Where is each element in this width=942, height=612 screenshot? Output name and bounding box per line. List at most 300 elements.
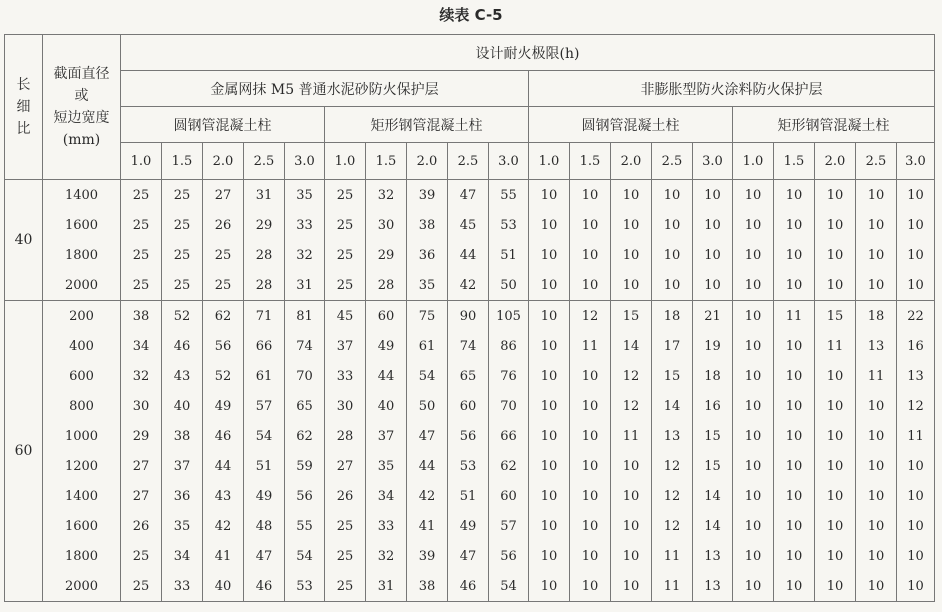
value-cell: 34 [121,331,162,361]
value-cell: 17 [652,331,693,361]
value-cell: 14 [693,481,733,511]
header-hour: 2.0 [815,143,856,180]
value-cell: 10 [529,210,570,240]
value-cell: 61 [244,361,285,391]
value-cell: 12 [570,301,611,332]
value-cell: 33 [162,571,203,602]
value-cell: 10 [897,210,935,240]
value-cell: 30 [325,391,366,421]
value-cell: 22 [897,301,935,332]
value-cell: 25 [162,240,203,270]
value-cell: 10 [652,180,693,211]
value-cell: 49 [244,481,285,511]
value-cell: 56 [285,481,325,511]
value-cell: 26 [203,210,244,240]
value-cell: 10 [693,210,733,240]
value-cell: 12 [652,451,693,481]
value-cell: 10 [529,481,570,511]
value-cell: 10 [733,391,774,421]
value-cell: 10 [693,180,733,211]
table-row [5,301,935,332]
value-cell: 10 [856,481,897,511]
value-cell: 10 [529,511,570,541]
value-cell: 15 [611,301,652,332]
size-cell: 1200 [43,451,121,481]
value-cell: 12 [652,481,693,511]
header-hour: 1.0 [733,143,774,180]
value-cell: 25 [203,270,244,301]
value-cell: 33 [366,511,407,541]
value-cell: 41 [407,511,448,541]
value-cell: 10 [815,270,856,301]
value-cell: 40 [162,391,203,421]
value-cell: 45 [448,210,489,240]
header-dimension [43,35,121,180]
value-cell: 10 [733,511,774,541]
value-cell: 35 [407,270,448,301]
value-cell: 46 [203,421,244,451]
value-cell: 11 [774,301,815,332]
value-cell: 38 [407,571,448,602]
table-row [5,210,935,240]
value-cell: 27 [121,451,162,481]
value-cell: 54 [407,361,448,391]
value-cell: 71 [244,301,285,332]
value-cell: 42 [448,270,489,301]
value-cell: 54 [489,571,529,602]
value-cell: 51 [448,481,489,511]
header-column-type: 圆钢管混凝土柱 [121,107,325,143]
size-cell: 1800 [43,541,121,571]
value-cell: 21 [693,301,733,332]
size-cell: 1800 [43,240,121,270]
header-hour: 3.0 [897,143,935,180]
value-cell: 74 [285,331,325,361]
value-cell: 49 [366,331,407,361]
size-cell: 1600 [43,511,121,541]
value-cell: 10 [570,541,611,571]
value-cell: 10 [774,481,815,511]
value-cell: 10 [611,270,652,301]
value-cell: 10 [611,481,652,511]
value-cell: 13 [856,331,897,361]
value-cell: 29 [121,421,162,451]
value-cell: 10 [652,210,693,240]
size-cell: 1400 [43,180,121,211]
value-cell: 42 [203,511,244,541]
header-hour: 2.5 [448,143,489,180]
value-cell: 10 [529,270,570,301]
header-hour: 1.5 [774,143,815,180]
value-cell: 10 [570,240,611,270]
value-cell: 10 [529,331,570,361]
value-cell: 25 [203,240,244,270]
value-cell: 37 [325,331,366,361]
value-cell: 10 [774,391,815,421]
value-cell: 10 [774,240,815,270]
value-cell: 16 [693,391,733,421]
value-cell: 66 [244,331,285,361]
value-cell: 14 [611,331,652,361]
value-cell: 11 [570,331,611,361]
header-protection-mortar: 金属网抹 M5 普通水泥砂防火保护层 [121,71,529,107]
value-cell: 25 [325,571,366,602]
header-hour: 2.5 [244,143,285,180]
value-cell: 32 [121,361,162,391]
value-cell: 47 [448,180,489,211]
value-cell: 49 [203,391,244,421]
value-cell: 28 [244,270,285,301]
slenderness-value: 60 [5,301,43,602]
value-cell: 25 [121,270,162,301]
slenderness-value: 40 [5,180,43,301]
value-cell: 36 [407,240,448,270]
value-cell: 46 [448,571,489,602]
value-cell: 10 [611,451,652,481]
value-cell: 10 [815,391,856,421]
value-cell: 10 [529,301,570,332]
value-cell: 56 [489,541,529,571]
header-column-type: 矩形钢管混凝土柱 [733,107,935,143]
header-hour: 2.5 [856,143,897,180]
value-cell: 62 [203,301,244,332]
value-cell: 18 [856,301,897,332]
value-cell: 10 [856,180,897,211]
dimension-line-2: 或 [74,88,89,104]
value-cell: 54 [244,421,285,451]
table-row [5,240,935,270]
value-cell: 75 [407,301,448,332]
value-cell: 10 [815,361,856,391]
value-cell: 61 [407,331,448,361]
value-cell: 10 [611,240,652,270]
value-cell: 86 [489,331,529,361]
value-cell: 28 [244,240,285,270]
value-cell: 18 [652,301,693,332]
value-cell: 49 [448,511,489,541]
value-cell: 10 [856,541,897,571]
value-cell: 10 [611,511,652,541]
value-cell: 18 [693,361,733,391]
value-cell: 10 [815,571,856,602]
value-cell: 11 [611,421,652,451]
header-protection-coating: 非膨胀型防火涂料防火保护层 [529,71,935,107]
size-cell: 1400 [43,481,121,511]
value-cell: 65 [448,361,489,391]
value-cell: 47 [448,541,489,571]
value-cell: 37 [162,451,203,481]
value-cell: 30 [121,391,162,421]
header-hour: 2.0 [203,143,244,180]
value-cell: 55 [489,180,529,211]
value-cell: 81 [285,301,325,332]
header-hour: 1.5 [366,143,407,180]
value-cell: 51 [244,451,285,481]
value-cell: 47 [407,421,448,451]
value-cell: 10 [774,421,815,451]
value-cell: 10 [611,571,652,602]
value-cell: 14 [652,391,693,421]
header-slenderness [5,35,43,180]
table-row [5,511,935,541]
value-cell: 10 [774,511,815,541]
value-cell: 10 [529,391,570,421]
value-cell: 14 [693,511,733,541]
value-cell: 10 [570,270,611,301]
value-cell: 15 [693,451,733,481]
value-cell: 10 [529,240,570,270]
value-cell: 10 [529,361,570,391]
value-cell: 10 [570,361,611,391]
value-cell: 25 [162,180,203,211]
value-cell: 44 [407,451,448,481]
value-cell: 10 [733,180,774,211]
size-cell: 1600 [43,210,121,240]
value-cell: 10 [815,451,856,481]
value-cell: 10 [897,451,935,481]
header-hour: 1.5 [162,143,203,180]
value-cell: 56 [448,421,489,451]
value-cell: 10 [856,240,897,270]
table-row [5,421,935,451]
value-cell: 25 [325,240,366,270]
value-cell: 10 [897,240,935,270]
value-cell: 10 [570,481,611,511]
value-cell: 11 [652,571,693,602]
value-cell: 56 [203,331,244,361]
value-cell: 10 [856,571,897,602]
value-cell: 40 [203,571,244,602]
value-cell: 62 [489,451,529,481]
value-cell: 10 [856,421,897,451]
value-cell: 34 [366,481,407,511]
value-cell: 10 [693,240,733,270]
value-cell: 29 [366,240,407,270]
header-hour: 1.5 [570,143,611,180]
value-cell: 10 [897,571,935,602]
value-cell: 10 [733,421,774,451]
table-row [5,541,935,571]
dimension-line-3: 短边宽度 [53,110,110,126]
value-cell: 10 [774,180,815,211]
value-cell: 34 [162,541,203,571]
value-cell: 48 [244,511,285,541]
value-cell: 25 [162,210,203,240]
value-cell: 31 [244,180,285,211]
value-cell: 37 [366,421,407,451]
value-cell: 25 [325,270,366,301]
value-cell: 59 [285,451,325,481]
value-cell: 10 [652,240,693,270]
value-cell: 33 [285,210,325,240]
value-cell: 32 [366,180,407,211]
value-cell: 19 [693,331,733,361]
value-cell: 57 [489,511,529,541]
value-cell: 10 [774,571,815,602]
value-cell: 25 [325,180,366,211]
value-cell: 54 [285,541,325,571]
table-row [5,481,935,511]
value-cell: 52 [162,301,203,332]
value-cell: 25 [325,210,366,240]
value-cell: 10 [570,451,611,481]
value-cell: 30 [366,210,407,240]
table-row [5,571,935,602]
value-cell: 10 [774,541,815,571]
value-cell: 10 [733,210,774,240]
value-cell: 31 [366,571,407,602]
header-hour: 1.0 [529,143,570,180]
value-cell: 10 [815,511,856,541]
value-cell: 25 [162,270,203,301]
value-cell: 16 [897,331,935,361]
value-cell: 53 [285,571,325,602]
value-cell: 65 [285,391,325,421]
value-cell: 35 [285,180,325,211]
value-cell: 15 [815,301,856,332]
table-row [5,331,935,361]
value-cell: 38 [407,210,448,240]
value-cell: 44 [203,451,244,481]
value-cell: 32 [366,541,407,571]
size-cell: 2000 [43,270,121,301]
value-cell: 27 [325,451,366,481]
value-cell: 15 [652,361,693,391]
table-row [5,361,935,391]
value-cell: 26 [325,481,366,511]
value-cell: 62 [285,421,325,451]
value-cell: 10 [733,481,774,511]
size-cell: 600 [43,361,121,391]
value-cell: 12 [611,391,652,421]
value-cell: 10 [856,391,897,421]
value-cell: 57 [244,391,285,421]
value-cell: 10 [897,541,935,571]
value-cell: 10 [570,210,611,240]
value-cell: 42 [407,481,448,511]
value-cell: 35 [366,451,407,481]
value-cell: 10 [570,421,611,451]
value-cell: 10 [529,421,570,451]
value-cell: 11 [897,421,935,451]
value-cell: 70 [489,391,529,421]
value-cell: 10 [774,210,815,240]
value-cell: 50 [407,391,448,421]
value-cell: 10 [733,451,774,481]
header-column-type: 圆钢管混凝土柱 [529,107,733,143]
value-cell: 10 [897,180,935,211]
value-cell: 10 [529,451,570,481]
value-cell: 10 [733,270,774,301]
value-cell: 10 [815,481,856,511]
value-cell: 53 [448,451,489,481]
fire-protection-table [4,34,935,602]
value-cell: 11 [815,331,856,361]
value-cell: 38 [162,421,203,451]
value-cell: 52 [203,361,244,391]
value-cell: 25 [121,180,162,211]
value-cell: 28 [325,421,366,451]
value-cell: 10 [733,571,774,602]
table-title: 续表 C-5 [439,6,503,24]
value-cell: 13 [652,421,693,451]
value-cell: 10 [733,331,774,361]
value-cell: 10 [856,451,897,481]
value-cell: 13 [897,361,935,391]
header-hour: 3.0 [489,143,529,180]
value-cell: 12 [652,511,693,541]
value-cell: 50 [489,270,529,301]
value-cell: 76 [489,361,529,391]
value-cell: 45 [325,301,366,332]
value-cell: 38 [121,301,162,332]
value-cell: 10 [570,571,611,602]
value-cell: 10 [815,210,856,240]
table-row [5,391,935,421]
value-cell: 25 [121,210,162,240]
value-cell: 10 [693,270,733,301]
value-cell: 10 [897,270,935,301]
value-cell: 10 [733,361,774,391]
value-cell: 10 [856,210,897,240]
size-cell: 800 [43,391,121,421]
value-cell: 12 [611,361,652,391]
value-cell: 25 [325,541,366,571]
value-cell: 40 [366,391,407,421]
value-cell: 10 [856,270,897,301]
value-cell: 10 [733,541,774,571]
header-hour: 2.0 [407,143,448,180]
header-column-type: 矩形钢管混凝土柱 [325,107,529,143]
value-cell: 10 [611,180,652,211]
value-cell: 10 [529,571,570,602]
value-cell: 25 [121,240,162,270]
value-cell: 31 [285,270,325,301]
value-cell: 25 [121,571,162,602]
value-cell: 35 [162,511,203,541]
value-cell: 10 [815,421,856,451]
value-cell: 26 [121,511,162,541]
value-cell: 11 [856,361,897,391]
value-cell: 44 [448,240,489,270]
value-cell: 46 [162,331,203,361]
value-cell: 10 [897,511,935,541]
value-cell: 55 [285,511,325,541]
value-cell: 10 [733,240,774,270]
table-row [5,180,935,211]
table-row [5,451,935,481]
value-cell: 13 [693,541,733,571]
value-cell: 28 [366,270,407,301]
value-cell: 51 [489,240,529,270]
value-cell: 10 [529,541,570,571]
value-cell: 10 [652,270,693,301]
value-cell: 105 [489,301,529,332]
value-cell: 10 [611,541,652,571]
value-cell: 13 [693,571,733,602]
table-row [5,270,935,301]
header-hour: 3.0 [693,143,733,180]
value-cell: 11 [652,541,693,571]
value-cell: 39 [407,541,448,571]
header-hour: 3.0 [285,143,325,180]
header-hour: 2.0 [611,143,652,180]
value-cell: 10 [774,331,815,361]
value-cell: 15 [693,421,733,451]
header-hour: 1.0 [325,143,366,180]
size-cell: 200 [43,301,121,332]
value-cell: 10 [897,481,935,511]
